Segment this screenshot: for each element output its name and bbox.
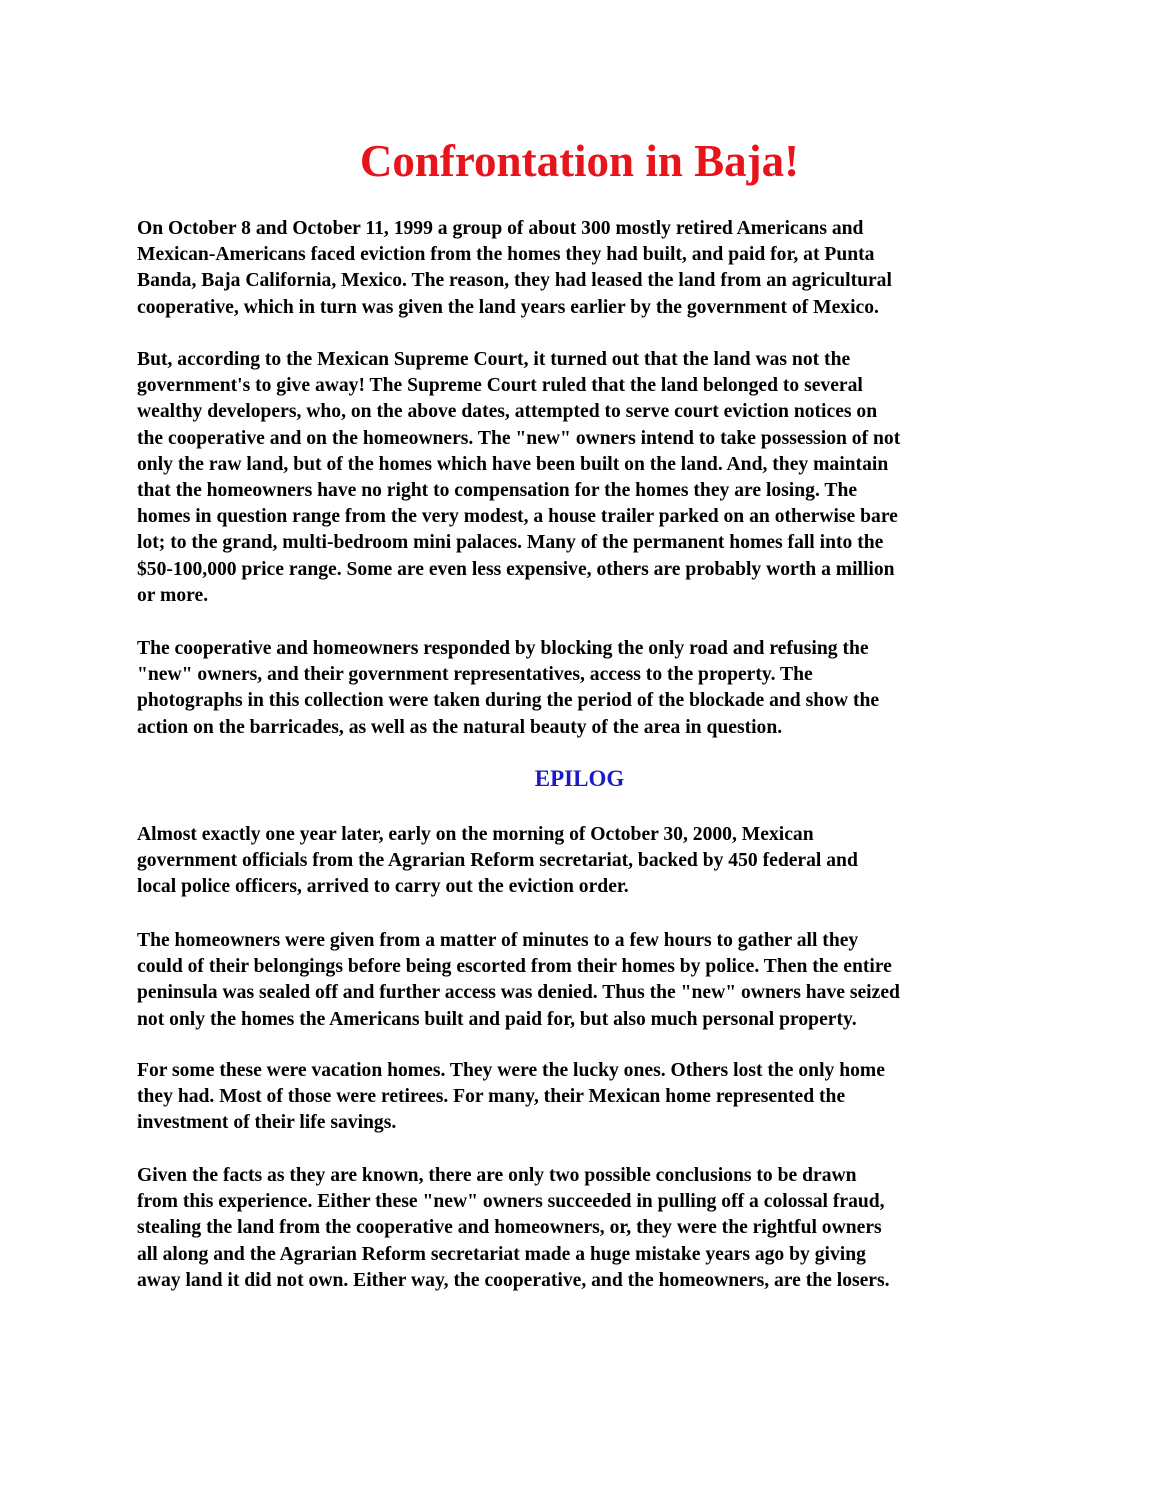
text-line: $50-100,000 price range. Some are even less expensive, others are probably worth a million [137, 558, 895, 580]
text-line: peninsula was sealed off and further access was denied. Thus the "new" owners have seized [137, 982, 900, 1004]
text-line: could of their belongings before being escorted from their homes by police. Then the entire [137, 956, 892, 978]
paragraph-conclusions [137, 1163, 1027, 1294]
text-line: only the raw land, but of the homes which have been built on the land. And, they maintain [137, 453, 889, 475]
text-line: not only the homes the Americans built and paid for, but also much personal property. [137, 1008, 857, 1030]
text-line: stealing the land from the cooperative and homeowners, or, they were the rightful owners [137, 1217, 882, 1239]
text-line: they had. Most of those were retirees. For many, their Mexican home represented the [137, 1086, 846, 1108]
text-line: away land it did not own. Either way, the cooperative, and the homeowners, are the losers. [137, 1269, 890, 1291]
text-line: For some these were vacation homes. They were the lucky ones. Others lost the only home [137, 1060, 885, 1081]
text-line: Almost exactly one year later, early on the morning of October 30, 2000, Mexican [137, 824, 814, 845]
text-line: homes in question range from the very modest, a house trailer parked on an otherwise bare [137, 506, 898, 528]
text-line: from this experience. Either these "new" owners succeeded in pulling off a colossal fraud, [137, 1191, 885, 1213]
text-line: wealthy developers, who, on the above dates, attempted to serve court eviction notices on [137, 401, 878, 423]
paragraph-vacation-homes [137, 1058, 1027, 1137]
epilog-heading: EPILOG [534, 766, 625, 791]
paragraph-intro [137, 216, 1027, 321]
text-line: the cooperative and on the homeowners. The "new" owners intend to take possession of not [137, 427, 901, 449]
text-line: "new" owners, and their government representatives, access to the property. The [137, 664, 813, 686]
text-line: Mexican-Americans faced eviction from the homes they had built, and paid for, at Punta [137, 244, 875, 266]
text-line: that the homeowners have no right to compensation for the homes they are losing. The [137, 480, 858, 502]
text-line: Banda, Baja California, Mexico. The reason, they had leased the land from an agricultural [137, 270, 892, 292]
text-line: photographs in this collection were taken during the period of the blockade and show the [137, 690, 880, 712]
text-line: Given the facts as they are known, there are only two possible conclusions to be drawn [137, 1165, 857, 1186]
text-line: cooperative, which in turn was given the land years earlier by the government of Mexico. [137, 296, 879, 318]
text-line: government officials from the Agrarian Reform secretariat, backed by 450 federal and [137, 850, 858, 872]
text-line: or more. [137, 584, 209, 606]
paragraph-blockade [137, 636, 1027, 741]
text-line: all along and the Agrarian Reform secretariat made a huge mistake years ago by giving [137, 1243, 866, 1265]
paragraph-supreme-court [137, 347, 1027, 609]
text-line: local police officers, arrived to carry out the eviction order. [137, 876, 629, 898]
text-line: government's to give away! The Supreme Court ruled that the land belonged to several [137, 375, 863, 397]
paragraph-escorted [137, 928, 1027, 1033]
text-line: investment of their life savings. [137, 1112, 397, 1134]
document-title: Confrontation in Baja! [359, 136, 800, 186]
text-line: But, according to the Mexican Supreme Court, it turned out that the land was not the [137, 349, 851, 370]
text-line: The cooperative and homeowners responded by blocking the only road and refusing the [137, 638, 869, 659]
text-line: action on the barricades, as well as the natural beauty of the area in question. [137, 716, 783, 738]
text-line: lot; to the grand, multi-bedroom mini palaces. Many of the permanent homes fall into the [137, 532, 884, 554]
text-line: The homeowners were given from a matter of minutes to a few hours to gather all they [137, 930, 859, 951]
paragraph-eviction-order [137, 822, 1027, 901]
text-line: On October 8 and October 11, 1999 a group of about 300 mostly retired Americans and [137, 218, 864, 239]
